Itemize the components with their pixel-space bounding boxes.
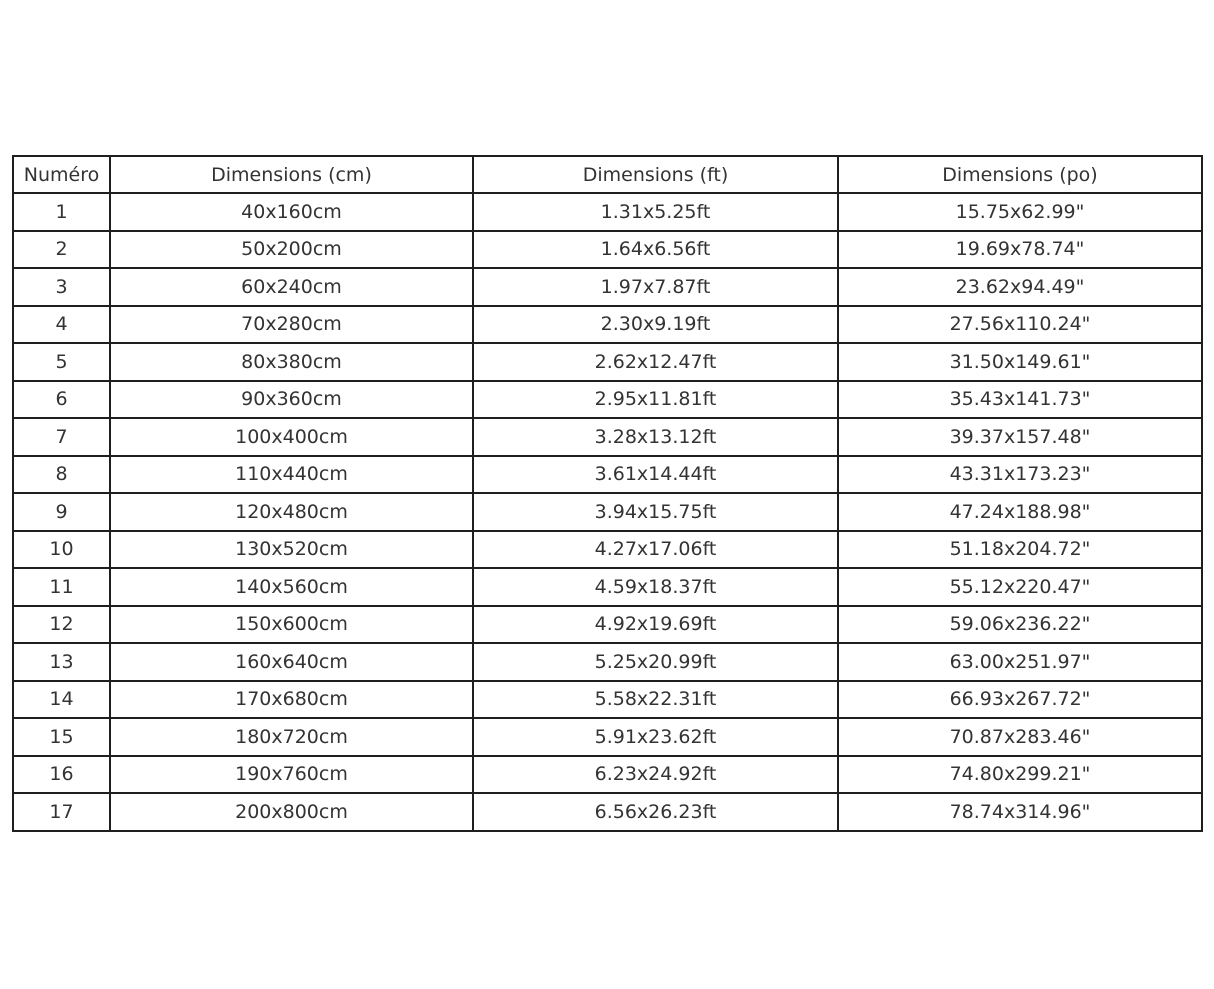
table-cell: 6.56x26.23ft — [473, 793, 838, 831]
table-cell: 59.06x236.22" — [838, 606, 1202, 644]
table-cell: 2.95x11.81ft — [473, 381, 838, 419]
header-dimensions-cm: Dimensions (cm) — [110, 156, 473, 193]
table-row — [13, 493, 1202, 531]
table-cell: 78.74x314.96" — [838, 793, 1202, 831]
table-cell: 15 — [13, 718, 110, 756]
table-cell: 3.28x13.12ft — [473, 418, 838, 456]
table-cell: 100x400cm — [110, 418, 473, 456]
table-cell: 35.43x141.73" — [838, 381, 1202, 419]
table-cell: 140x560cm — [110, 568, 473, 606]
table-row — [13, 718, 1202, 756]
table-cell: 60x240cm — [110, 268, 473, 306]
table-cell: 1 — [13, 193, 110, 231]
table-cell: 63.00x251.97" — [838, 643, 1202, 681]
table-cell: 16 — [13, 756, 110, 794]
table-cell: 130x520cm — [110, 531, 473, 569]
table-row — [13, 681, 1202, 719]
table-cell: 43.31x173.23" — [838, 456, 1202, 494]
table-cell: 90x360cm — [110, 381, 473, 419]
table-cell: 2.62x12.47ft — [473, 343, 838, 381]
table-cell: 66.93x267.72" — [838, 681, 1202, 719]
table-row — [13, 381, 1202, 419]
table-cell: 180x720cm — [110, 718, 473, 756]
table-cell: 6.23x24.92ft — [473, 756, 838, 794]
table-cell: 7 — [13, 418, 110, 456]
table-cell: 2.30x9.19ft — [473, 306, 838, 344]
table-cell: 5.25x20.99ft — [473, 643, 838, 681]
table-cell: 1.97x7.87ft — [473, 268, 838, 306]
table-row — [13, 793, 1202, 831]
table-cell: 200x800cm — [110, 793, 473, 831]
table-cell: 11 — [13, 568, 110, 606]
table-cell: 4.59x18.37ft — [473, 568, 838, 606]
table-cell: 170x680cm — [110, 681, 473, 719]
header-dimensions-ft: Dimensions (ft) — [473, 156, 838, 193]
table-cell: 70x280cm — [110, 306, 473, 344]
table-cell: 8 — [13, 456, 110, 494]
table-cell: 160x640cm — [110, 643, 473, 681]
table-cell: 80x380cm — [110, 343, 473, 381]
table-cell: 4.27x17.06ft — [473, 531, 838, 569]
table-cell: 47.24x188.98" — [838, 493, 1202, 531]
table-cell: 74.80x299.21" — [838, 756, 1202, 794]
table-row — [13, 531, 1202, 569]
table-row — [13, 643, 1202, 681]
table-cell: 5 — [13, 343, 110, 381]
table-cell: 6 — [13, 381, 110, 419]
table-header-row — [13, 156, 1202, 193]
table-row — [13, 231, 1202, 269]
table-row — [13, 568, 1202, 606]
table-body — [13, 193, 1202, 831]
table-cell: 9 — [13, 493, 110, 531]
table-cell: 12 — [13, 606, 110, 644]
table-cell: 17 — [13, 793, 110, 831]
table-row — [13, 756, 1202, 794]
table-cell: 4 — [13, 306, 110, 344]
table-cell: 70.87x283.46" — [838, 718, 1202, 756]
header-numero: Numéro — [13, 156, 110, 193]
table-cell: 3.94x15.75ft — [473, 493, 838, 531]
table-cell: 5.91x23.62ft — [473, 718, 838, 756]
table-row — [13, 268, 1202, 306]
table-cell: 23.62x94.49" — [838, 268, 1202, 306]
table-cell: 4.92x19.69ft — [473, 606, 838, 644]
table-cell: 27.56x110.24" — [838, 306, 1202, 344]
dimensions-table-container — [12, 155, 1203, 832]
table-cell: 19.69x78.74" — [838, 231, 1202, 269]
table-cell: 110x440cm — [110, 456, 473, 494]
table-cell: 3.61x14.44ft — [473, 456, 838, 494]
table-cell: 2 — [13, 231, 110, 269]
table-cell: 50x200cm — [110, 231, 473, 269]
table-cell: 14 — [13, 681, 110, 719]
header-dimensions-po: Dimensions (po) — [838, 156, 1202, 193]
table-cell: 15.75x62.99" — [838, 193, 1202, 231]
table-cell: 31.50x149.61" — [838, 343, 1202, 381]
table-cell: 40x160cm — [110, 193, 473, 231]
table-row — [13, 456, 1202, 494]
table-cell: 55.12x220.47" — [838, 568, 1202, 606]
table-cell: 10 — [13, 531, 110, 569]
table-cell: 190x760cm — [110, 756, 473, 794]
table-cell: 5.58x22.31ft — [473, 681, 838, 719]
table-row — [13, 418, 1202, 456]
table-cell: 1.31x5.25ft — [473, 193, 838, 231]
table-row — [13, 343, 1202, 381]
table-row — [13, 306, 1202, 344]
dimensions-table — [12, 155, 1203, 832]
table-cell: 51.18x204.72" — [838, 531, 1202, 569]
table-cell: 150x600cm — [110, 606, 473, 644]
table-cell: 1.64x6.56ft — [473, 231, 838, 269]
table-row — [13, 193, 1202, 231]
table-cell: 13 — [13, 643, 110, 681]
table-cell: 120x480cm — [110, 493, 473, 531]
table-row — [13, 606, 1202, 644]
table-cell: 39.37x157.48" — [838, 418, 1202, 456]
table-cell: 3 — [13, 268, 110, 306]
